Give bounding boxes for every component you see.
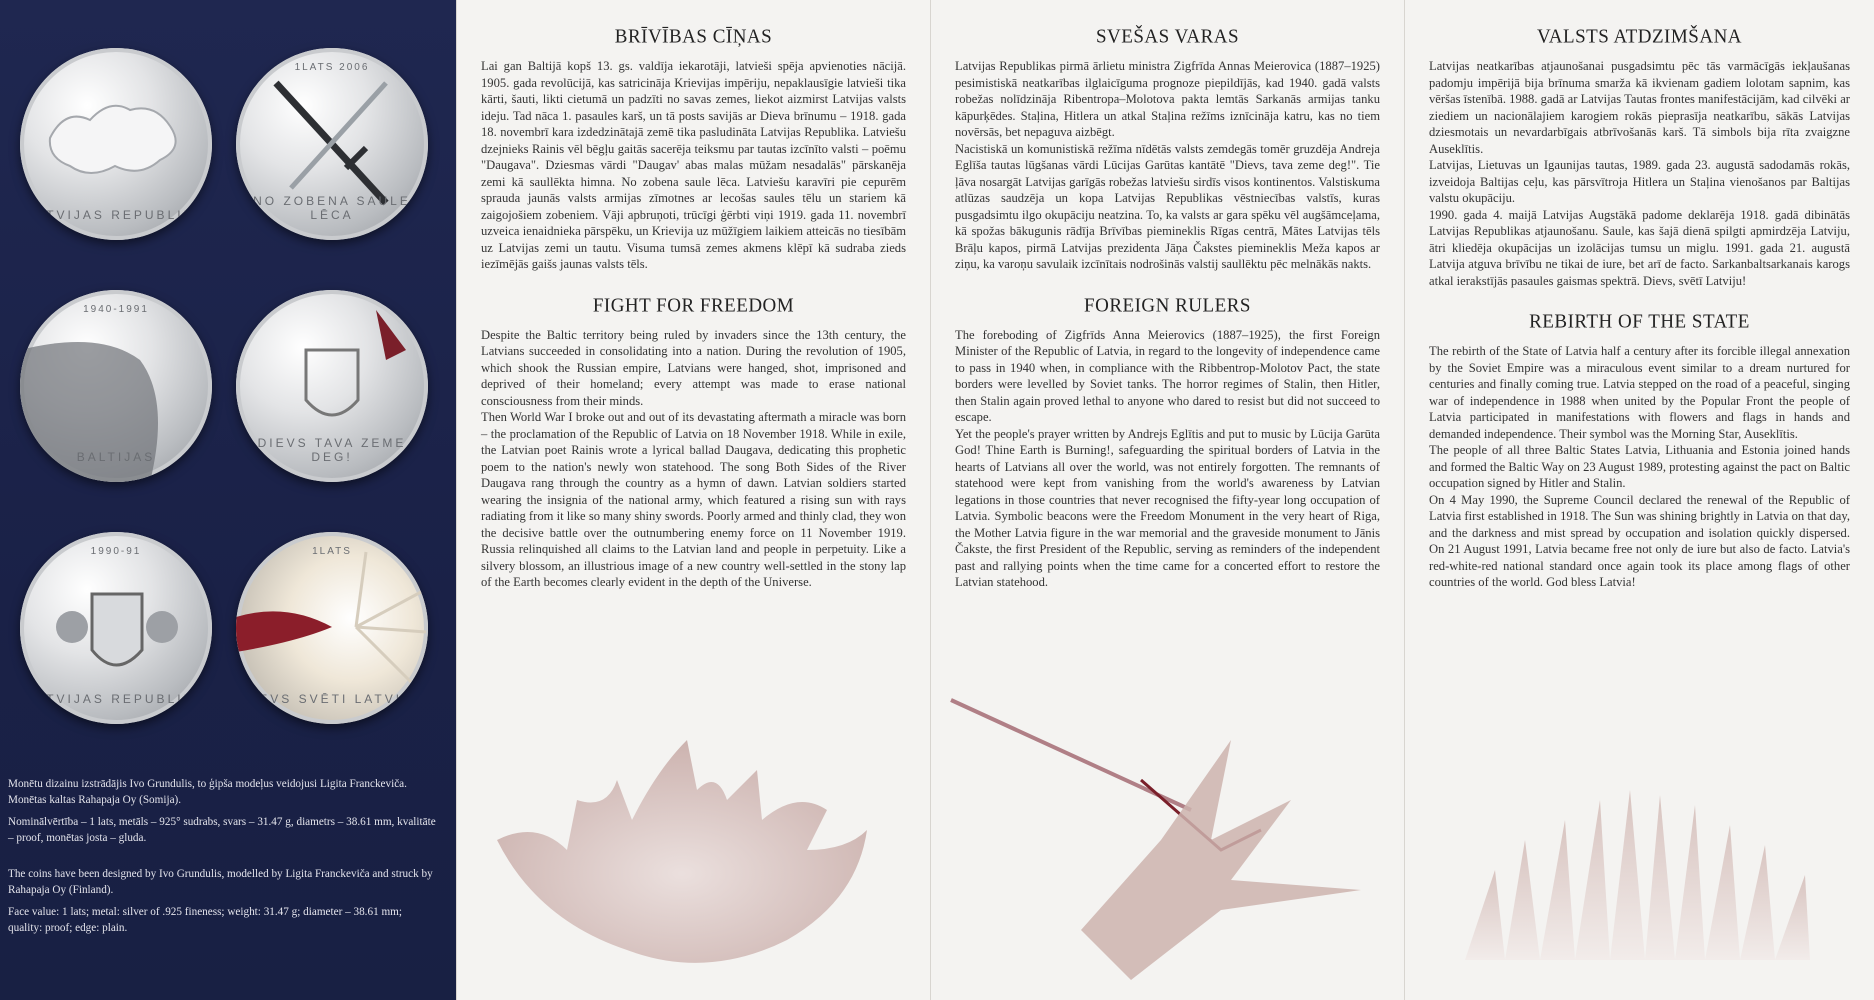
rising-sun-illustration-icon	[1405, 750, 1874, 1000]
section-text-en: The people of all three Baltic States Latvia, Lithuania and Estonia joined hands and formed the Baltic Way on 23 August 1989, protesting against the pact on Baltic occupation signed by Hitler and Stalin.	[1429, 443, 1850, 490]
coin-top-text: 1LATS 2006	[294, 62, 370, 73]
column-rebirth-of-the-state	[1404, 0, 1874, 1000]
section-title-lv: SVEŠAS VARAS	[1095, 25, 1240, 48]
coin-rim-text: DIEVS SVĒTI LATVIJU	[241, 692, 423, 706]
coin-rim-text: NO ZOBENA SAULE LĒCA	[253, 194, 411, 222]
section-text-lv: Latvijas Republikas pirmā ārlietu ministra Zigfrīda Annas Meierovica (1887–1925) pesimistiskā neatkarības ilglaicīguma prognoze piepildījās, kad 1940. gadā valsts robežas nolīdzināja Ribentropa–Molotova pakta lemtās Sarkanās armijas tanku kāpurķēdes. Staļina, Hitlera un atkal Staļina režīms iznīcināja katru, kas no tiem novērsās, bet nepaguva aizbēgt.	[955, 59, 1380, 139]
coin-top-text: 1940-1991	[83, 304, 149, 315]
coin-credits-lv	[8, 776, 438, 852]
coin-rim-text: LATVIJAS REPUBLIKA	[26, 692, 206, 706]
specs-lv-text: Nominālvērtība – 1 lats, metāls – 925° sudrabs, svars – 31.47 g, diametrs – 38.61 mm, kvalitāte – proof, monētas josta – gluda.	[8, 816, 436, 844]
sun-rays-illustration-icon	[457, 710, 931, 1000]
coin-top-text: 1990-91	[90, 546, 142, 557]
section-text-lv: Latvijas neatkarības atjaunošanai pusgadsimtu pēc tās varmācīgās iekļaušanas padomju impērijā bija brīnuma smarža kā ikvienam gadiem lolotam sapnim, kas vēršas īstenībā. 1988. gadā ar Latvijas Tautas frontes manifestācijām, kad cilvēki ar ziediem un nacionālajiem karogiem rokās pieprasīja neatkarību, sākās Latvijas dziesmotais un nevardarbīgais atbrīvošanās karš. Tā simbols bija rīta zvaigzne Auseklītis.	[1429, 59, 1850, 156]
section-text-en: The foreboding of Zigfrīds Anna Meierovics (1887–1925), the first Foreign Minister of the Republic of Latvia, in regard to the longevity of independence came to pass in 1940 when, in compliance with the Ribbentrop-Molotov Pact, the state borders were levelled by Soviet tanks. The horror regimes of Stalin, then Hitler, then Stalin again proved lethal to anyone who dared to resist but did not succeed to escape.	[955, 327, 1380, 424]
section-text-en: Yet the people's prayer written by Andrejs Eglītis and put to music by Lūcija Garūta God! Thine Earth is Burning!, safeguarding the spiritual borders of Latvia in the hearts of Latvians all over the world, was not entirely forgotten. The remnants of statehood were kept from vanishing from the world's awareness by Latvian legations in those countries that never recognised the fifty-year long occupation of Latvia. Symbolic beacons were the Freedom Monument in the very heart of Riga, the Mother Latvia figure in the war memorial and the graveside monument to Jānis Čakste, the first President of the Republic, serving as reminders of the independent past and rallying points when the time came for a concerted effort to restore the Latvian statehood.	[955, 426, 1380, 589]
coin-rim-text: LATVIJAS REPUBLIKA	[26, 208, 206, 222]
credits-lv-text: Monētu dizainu izstrādājis Ivo Grundulis, to ģipša modeļus veidojusi Ligita Franckeviča. Monētas kaltas Rahapaja Oy (Somija).	[8, 778, 407, 806]
section-text-en: The rebirth of the State of Latvia half a century after its forcible illegal annexation by the Soviet Empire was a miraculous event similar to a dream nurtured for centuries and finally coming true. Latvia stepped on the road of a peaceful, singing war of independence in 1988 when united by the Popular Front the people of Latvia participated in manifestations with flowers and flags in hands and demanded independence. Their symbol was the Morning Star, Auseklītis.	[1429, 344, 1850, 441]
coin-sword	[236, 48, 428, 240]
coin-occupation	[20, 290, 212, 482]
specs-en-text: Face value: 1 lats; metal: silver of .925 fineness; weight: 31.47 g; diameter – 38.61 mm; quality: proof; edge: plain.	[8, 906, 402, 934]
section-title-en: REBIRTH OF THE STATE	[1529, 310, 1750, 333]
coin-coat	[20, 532, 212, 724]
section-text-lv: Nacistiskā un komunistiskā režīma nīdētās valsts zemdegās tomēr gruzdēja Andreja Eglīša tautas lūgšanas vārdi Lūcijas Garūtas kantātē "Dievs, tava zeme deg!". Tie ļāva nosargāt Latvijas garīgās robežas latviešu sirdīs visos kontinentos. Valstiskuma atlūzas saudzēja un kopa Latvijas Republikas vēstniecības valstīs, kuras pusgadsimtu ilgo okupāciju neatzina. To, ka valsts ar gara spēku vēl augšāmceļama, kā spožas bākugunis rādīja Brīvības piemineklis Rīgas centrā, Mātes Latvijas tēls Brāļu kapos, pirmā Latvijas prezidenta Jāņa Čakstes piemineklis Meža kapos ar ziņu, ka varoņu savulaik izcīnītais nodrošinās valstij saullēktu pēc melnākās nakts.	[955, 141, 1380, 271]
section-title-en: FIGHT FOR FREEDOM	[592, 293, 795, 316]
coin-sun	[236, 532, 428, 724]
coin-panel	[0, 0, 456, 1000]
section-text-lv: Latvijas, Lietuvas un Igaunijas tautas, 1989. gada 23. augustā sadodamās rokās, izveidoja Baltijas ceļu, kas pārsvītroja Hitlera un Staļina vienošanos par Baltijas valstu okupāciju.	[1429, 158, 1850, 205]
coin-top-text: 1LATS	[312, 546, 352, 557]
coin-credits-en	[8, 866, 438, 942]
coin-arms	[236, 290, 428, 482]
section-title-en: FOREIGN RULERS	[1084, 293, 1251, 316]
credits-en-text: The coins have been designed by Ivo Grundulis, modelled by Ligita Franckeviča and struck by Rahapaja Oy (Finland).	[8, 868, 433, 896]
section-title-lv: BRĪVĪBAS CĪŅAS	[614, 25, 773, 48]
section-text-en: Despite the Baltic territory being ruled by invaders since the 13th century, the Latvians succeeded in consolidating into a nation. During the revolution of 1905, which shook the Russian empire, Latvians were hanged, shot, imprisoned and deprived of their homeland; every attempt was made to erase national consciousness from their minds.	[481, 327, 906, 408]
section-text-en: On 4 May 1990, the Supreme Council declared the renewal of the Republic of Latvia first established in 1918. The Sun was shining brightly in Latvia on that day, and the darkness and mist spread by occupation and isolation quickly dispersed. On 21 August 1991, Latvia became free not only de iure but also de facto. Latvia's red-white-red national standard once again took its place among flags of other countries of the world. God bless Latvia!	[1429, 492, 1850, 589]
sword-shard-illustration-icon	[931, 680, 1405, 1000]
coin-map	[20, 48, 212, 240]
section-text-en: Then World War I broke out and out of its devastating aftermath a miracle was born – the proclamation of the Republic of Latvia on 18 November 1918. While in exile, the Latvian poet Rainis wrote a lyrical ballad Daugava, dedicating this prophetic poem to the nation's newly won statehood. The song Both Sides of the River Daugava rang through the country as a hymn of dawn. Latvian soldiers started wearing the insignia of the national army, which featured a rising sun with rays radiating from it like so many shiny swords. Poorly armed and thinly clad, they won the decisive battle over the outnumbering enemy force on 11 November 1919. Russia relinquished all claims to the Latvian land and people in perpetuity. Like a silvery blossom, an illustrious image of a new country well-settled in the stony lap of the Earth becomes clearly evident in the depth of the Universe.	[481, 410, 906, 589]
section-text-lv: Lai gan Baltijā kopš 13. gs. valdīja iekarotāji, latvieši spēja apvienoties nācijā. 1905. gada revolūcijā, kas satricināja Krievijas impēriju, nepaklausīgie latvieši tika kārti, šauti, likti cietumā un padzīti no savas zemes, liekot aizmirst Latvijas valsts ideju. Tad nāca 1. pasaules karš, un tā posts savijās ar Dieva brīnumu – 1918. gada 18. novembrī kara izdedzinātajā zemē tika pasludināta Latvijas Republika. Latviešu dzejnieks Rainis vēl bēgļu gaitās sacerēja teiksmu par tautas izcīnīto valsti – poēmu "Daugava". Dziesmas vārdi "Daugav' abas malas mūžam nesadalās" pārskanēja zemi kā saullēkta himna. No zobena saule lēca. Latviešu karavīri pie cepurēm sprauda jaunās valsts armijas zīmotnes ar lecošas saules tēlu un stariem kā zaigojošiem zobeniem. Vāji apbruņoti, trūcīgi ģērbti viņi 1919. gada 11. novembrī uzveica ienaidnieka pārspēku, un Krievija uz mūžīgiem laikiem atteicās no tiesībām uz Latvijas zemi un tautu. Visuma tumsā zemes akmens klēpī kā sudraba zieds iezīmējās gaišs jaunas valsts tēls.	[481, 59, 906, 271]
section-text-lv: 1990. gada 4. maijā Latvijas Augstākā padome deklarēja 1918. gadā dibinātās Latvijas Republikas atjaunošanu. Saule, kas šajā dienā spilgti apmirdzēja Latviju, ātri kliedēja okupācijas un izolācijas tumsu un miglu. 1991. gada 21. augustā Latvija atguva brīvību ne tikai de iure, bet arī de facto. Sarkanbaltsarkanais karogs atkal ierakstījās pasaules gaismas spektrā. Dievs, svētī Latviju!	[1429, 207, 1850, 288]
coin-rim-text: DIEVS TAVA ZEME DEG!	[257, 436, 407, 464]
section-title-lv: VALSTS ATDZIMŠANA	[1536, 25, 1743, 48]
column-fight-for-freedom	[456, 0, 930, 1000]
coin-rim-text: BALTIJAS	[76, 450, 156, 464]
column-foreign-rulers	[930, 0, 1404, 1000]
